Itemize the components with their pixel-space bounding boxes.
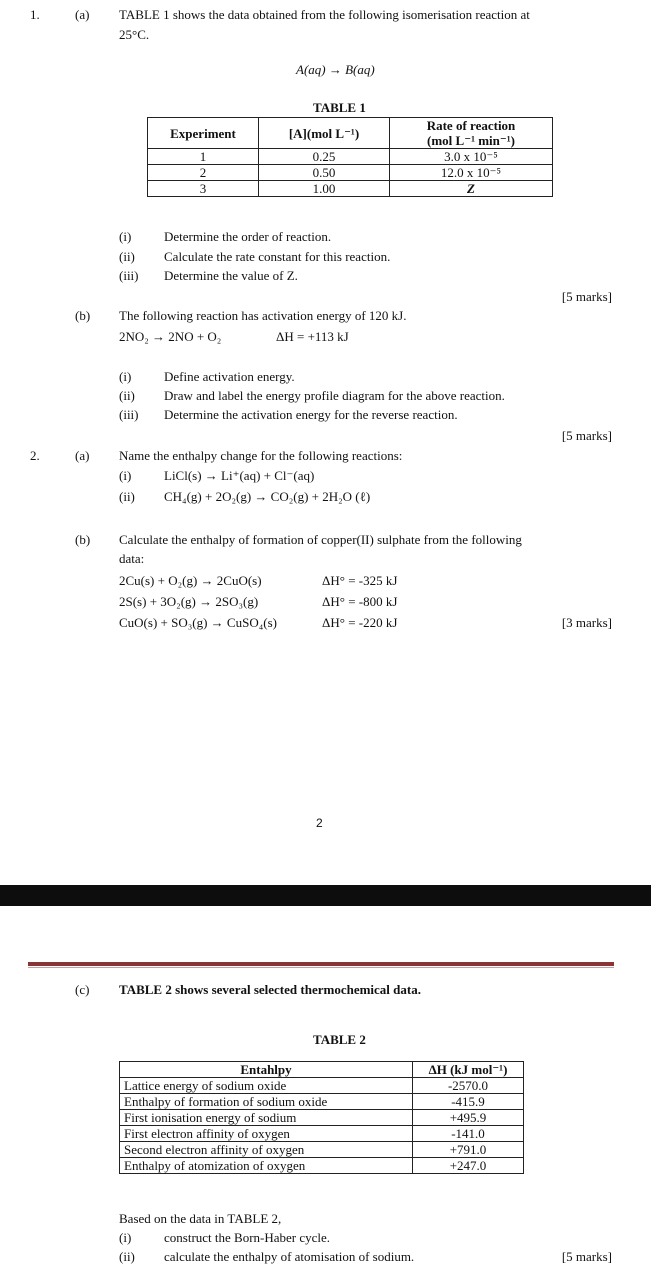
q1b-delta-h: ΔH = +113 kJ (276, 329, 349, 344)
page-header-rule (28, 962, 614, 966)
q2c-part-text: construct the Born-Haber cycle. (164, 1230, 331, 1245)
q1b-part-label: (ii) (119, 388, 135, 403)
q1b-part-label: (iii) (119, 407, 139, 422)
table-row (120, 1158, 524, 1174)
table-row (148, 181, 553, 197)
table-row (120, 1078, 524, 1094)
table-header-row (148, 118, 553, 149)
q1a-part-label: (ii) (119, 249, 135, 264)
table-cell: 2 (148, 165, 259, 181)
q2a-part-label: (i) (119, 468, 132, 483)
question-1-number: 1. (30, 7, 40, 22)
q1b-part-label: (i) (119, 369, 132, 384)
table-cell: +495.9 (413, 1110, 524, 1126)
table-row (148, 165, 553, 181)
table-header-delta-h: ΔH (kJ mol⁻¹) (413, 1062, 524, 1078)
q1a-intro-line2: 25°C. (119, 27, 150, 42)
q1b-marks: [5 marks] (561, 428, 612, 443)
table-cell: Lattice energy of sodium oxide (120, 1078, 413, 1094)
q1b-reaction: 2NO₂ → 2NO + O₂ (119, 329, 222, 344)
table-row (120, 1094, 524, 1110)
table-cell: -141.0 (413, 1126, 524, 1142)
question-2-number: 2. (30, 448, 40, 463)
table-header-row (120, 1062, 524, 1078)
table-header-rate-line1: Rate of reaction (426, 118, 516, 133)
q1a-label: (a) (75, 7, 90, 22)
q2b-delta-h: ΔH° = -325 kJ (322, 573, 398, 588)
table-row (120, 1110, 524, 1126)
q1b-part-text: Determine the activation energy for the reverse reaction. (164, 407, 458, 422)
table-header-concentration: [A](mol L⁻¹) (259, 118, 390, 149)
table-header-experiment: Experiment (148, 118, 259, 149)
q2a-intro: Name the enthalpy change for the following reactions: (119, 448, 403, 463)
table-row (120, 1126, 524, 1142)
q2c-intro (119, 982, 421, 998)
q2b-delta-h: ΔH° = -800 kJ (322, 594, 398, 609)
table-cell: 12.0 x 10⁻⁵ (390, 165, 553, 181)
q2a-label: (a) (75, 448, 90, 463)
q2b-delta-h: ΔH° = -220 kJ (322, 615, 398, 630)
table-cell: 0.50 (259, 165, 390, 181)
q2c-marks: [5 marks] (561, 1249, 612, 1264)
q2c-intro-text: TABLE 2 shows several selected thermochemical data. (119, 982, 421, 997)
table-cell: 3 (148, 181, 259, 197)
q1b-part-text: Define activation energy. (164, 369, 295, 384)
table-2 (119, 1061, 524, 1174)
q2b-intro-line1: Calculate the enthalpy of formation of copper(II) sulphate from the following (119, 532, 522, 547)
q2b-intro-line2: data: (119, 551, 145, 566)
page-number: 2 (316, 816, 323, 830)
q1b-part-text: Draw and label the energy profile diagram for the above reaction. (164, 388, 505, 403)
table-cell: First electron affinity of oxygen (120, 1126, 413, 1142)
page-header-rule-thin (28, 967, 614, 968)
q1a-part-label: (i) (119, 229, 132, 244)
q2c-part-label: (ii) (119, 1249, 135, 1264)
table-cell: Second electron affinity of oxygen (120, 1142, 413, 1158)
q2a-part-label: (ii) (119, 489, 135, 504)
q2b-marks: [3 marks] (561, 615, 612, 630)
q2b-label: (b) (75, 532, 91, 547)
table-1 (147, 117, 553, 197)
table-header-rate (390, 118, 553, 149)
q1a-reaction: A(aq) → B(aq) (296, 62, 375, 77)
q2b-equation: 2S(s) + 3O₂(g) → 2SO₃(g) (119, 594, 259, 609)
table-cell: 0.25 (259, 149, 390, 165)
q1a-marks: [5 marks] (561, 289, 612, 304)
table-cell: 3.0 x 10⁻⁵ (390, 149, 553, 165)
table-cell: +247.0 (413, 1158, 524, 1174)
q2b-equation: CuO(s) + SO₃(g) → CuSO₄(s) (119, 615, 277, 630)
table-cell: Enthalpy of atomization of oxygen (120, 1158, 413, 1174)
table-cell: -2570.0 (413, 1078, 524, 1094)
q1a-part-text: Determine the order of reaction. (164, 229, 332, 244)
q2c-part-text: calculate the enthalpy of atomisation of sodium. (164, 1249, 415, 1264)
table-row (148, 149, 553, 165)
q2b-equation: 2Cu(s) + O₂(g) → 2CuO(s) (119, 573, 262, 588)
table-cell: Z (390, 181, 553, 197)
q1b-intro: The following reaction has activation energy of 120 kJ. (119, 308, 407, 323)
q2a-part-text: LiCl(s) → Li⁺(aq) + Cl⁻(aq) (164, 468, 315, 483)
q1a-intro-line1: TABLE 1 shows the data obtained from the following isomerisation reaction at (119, 7, 530, 22)
table-cell: First ionisation energy of sodium (120, 1110, 413, 1126)
q2a-part-text: CH₄(g) + 2O₂(g) → CO₂(g) + 2H₂O (ℓ) (164, 489, 371, 504)
table-row (120, 1142, 524, 1158)
table-cell: -415.9 (413, 1094, 524, 1110)
table-cell: +791.0 (413, 1142, 524, 1158)
q2c-based-on: Based on the data in TABLE 2, (119, 1211, 282, 1226)
q1b-label: (b) (75, 308, 91, 323)
table1-title: TABLE 1 (313, 100, 366, 115)
table-cell: 1 (148, 149, 259, 165)
q1a-part-text: Determine the value of Z. (164, 268, 298, 283)
q2c-part-label: (i) (119, 1230, 132, 1245)
table-header-enthalpy: Entahlpy (120, 1062, 413, 1078)
page-break-bar (0, 885, 651, 906)
q1a-part-text: Calculate the rate constant for this reaction. (164, 249, 391, 264)
table-header-rate-line2: (mol L⁻¹ min⁻¹) (427, 133, 515, 148)
table-cell: 1.00 (259, 181, 390, 197)
q1a-part-label: (iii) (119, 268, 139, 283)
q2c-label: (c) (75, 982, 90, 997)
table2-title: TABLE 2 (313, 1032, 366, 1047)
table-cell: Enthalpy of formation of sodium oxide (120, 1094, 413, 1110)
